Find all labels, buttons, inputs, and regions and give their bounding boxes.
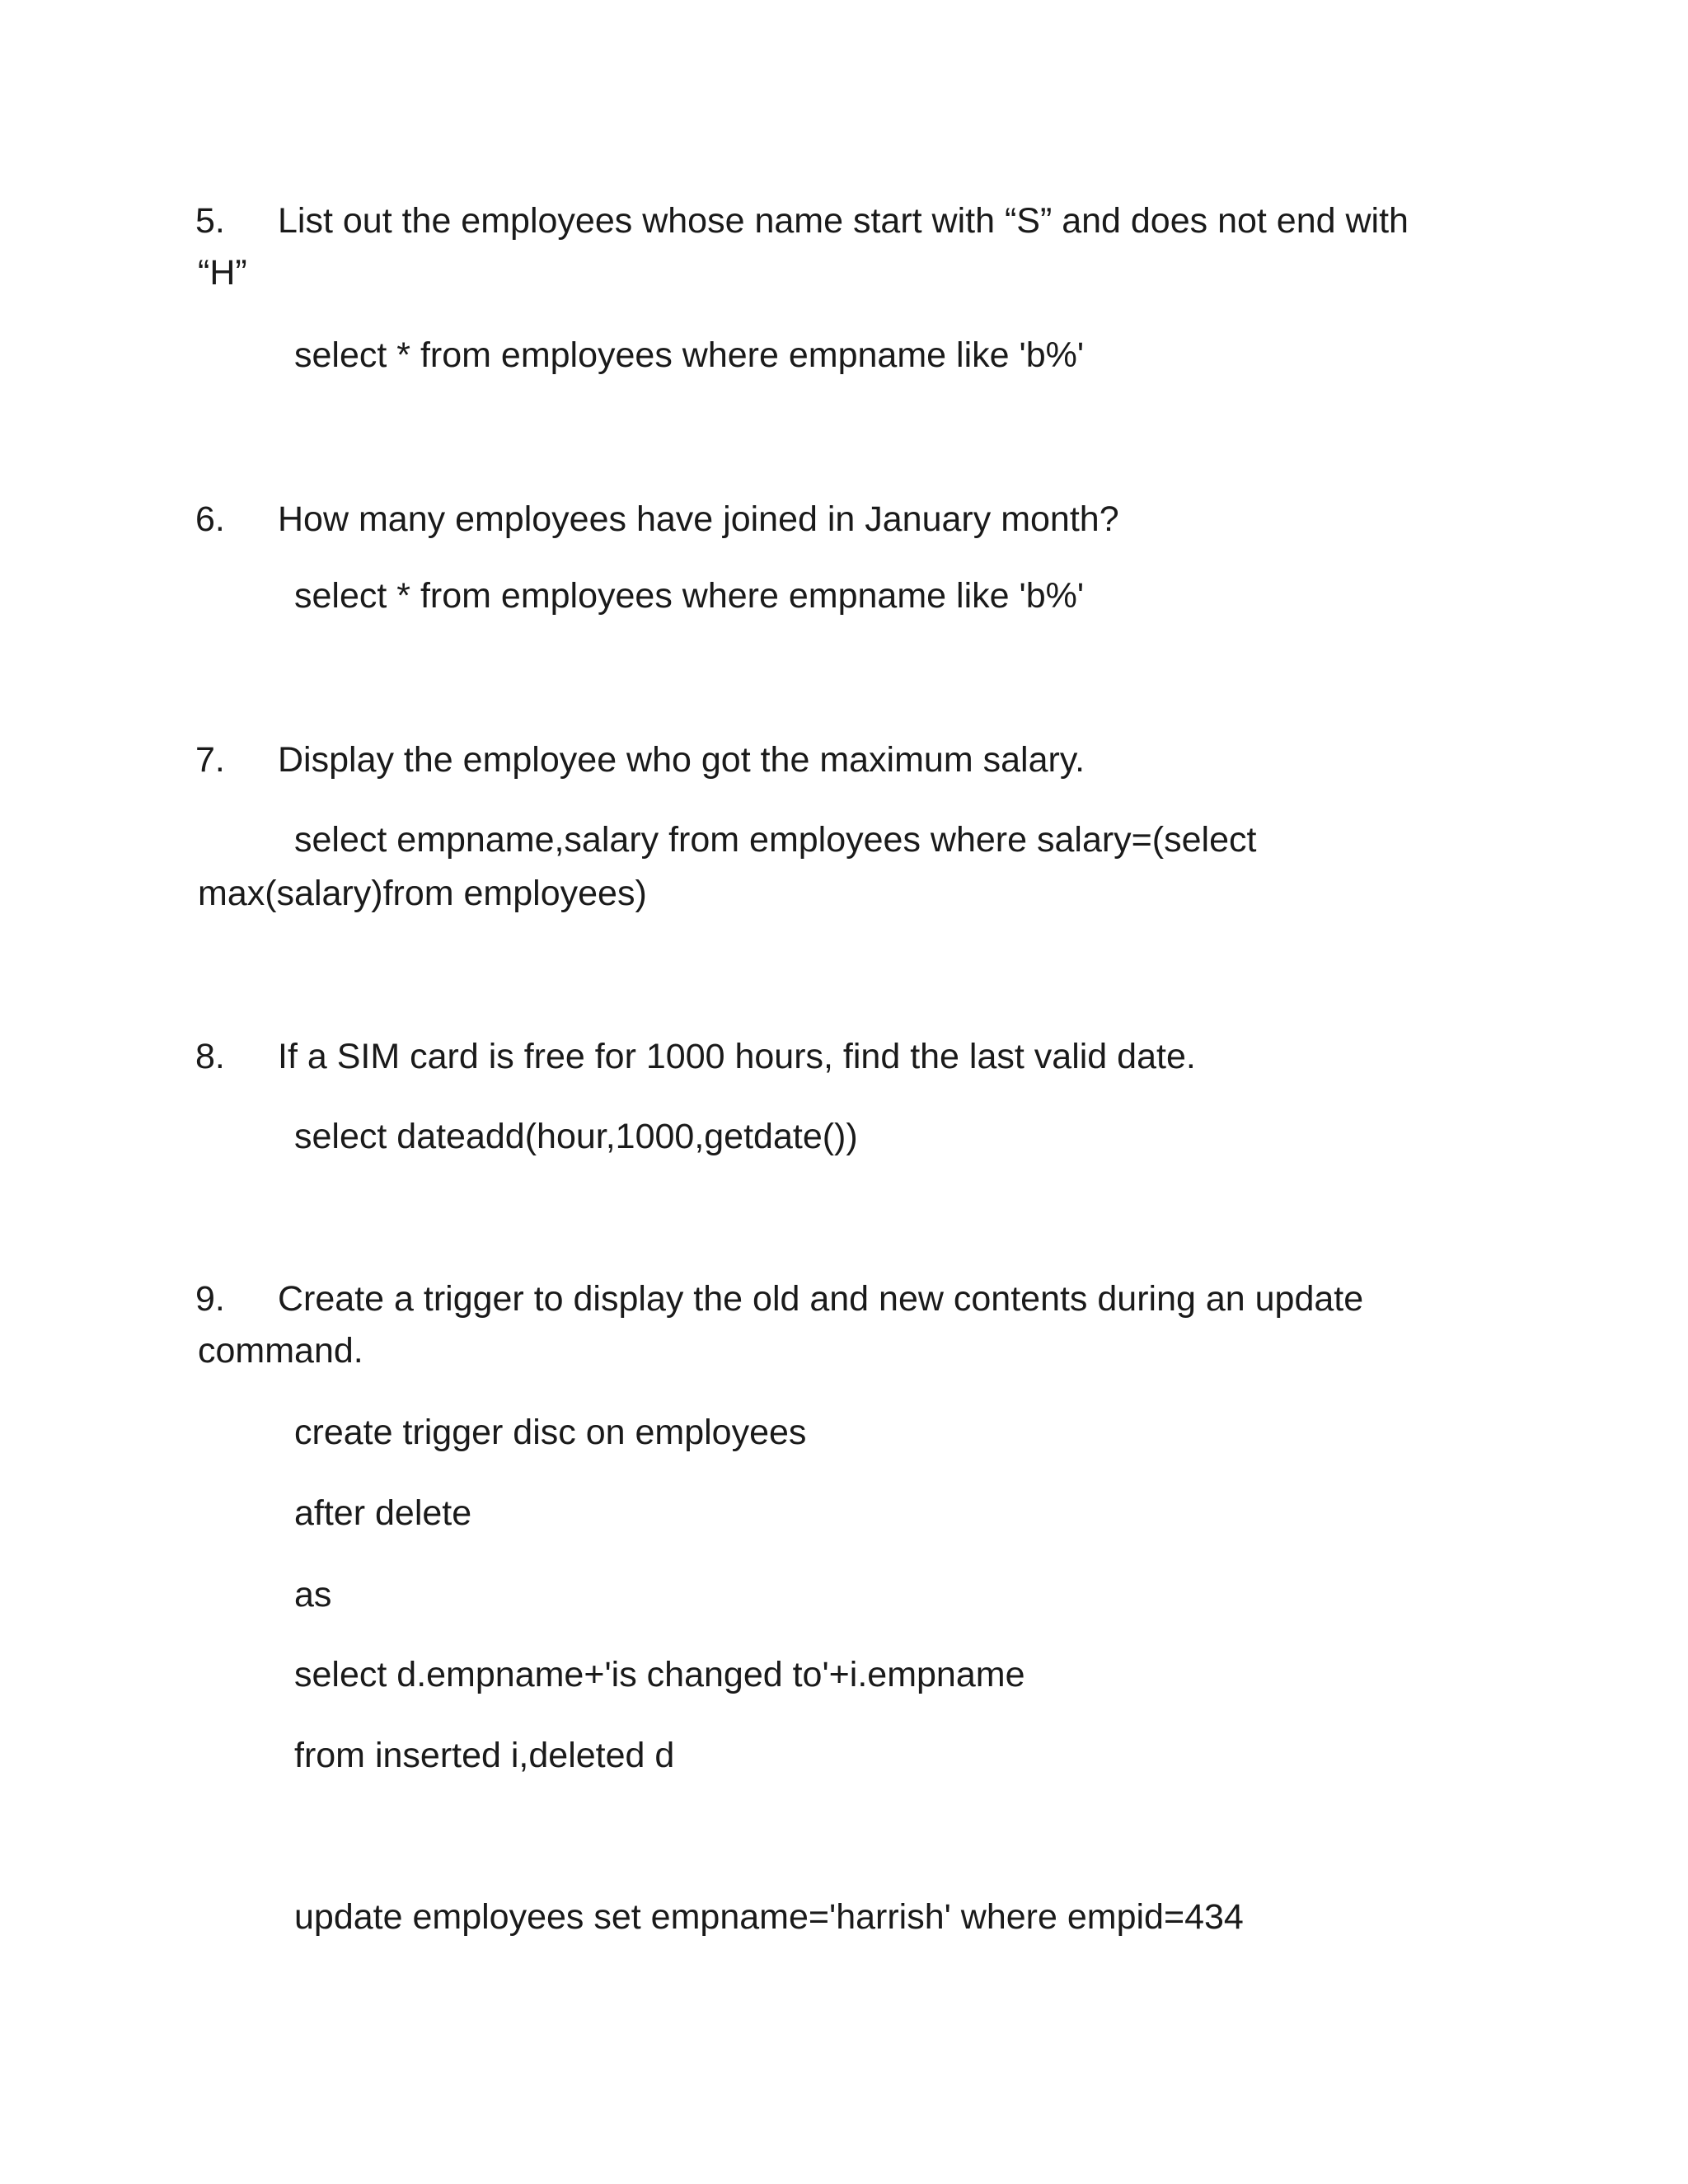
question-5-text: List out the employees whose name start with “S” and does not end with (278, 201, 1409, 241)
question-6-text: How many employees have joined in January month? (278, 499, 1119, 539)
question-6-number: 6. (195, 499, 225, 539)
question-9-text-continued: command. (198, 1331, 363, 1371)
question-8-number: 8. (195, 1037, 225, 1076)
code-line: select d.empname+'is changed to'+i.empname (294, 1655, 1025, 1694)
code-line: update employees set empname='harrish' where empid=434 (294, 1897, 1244, 1937)
code-line: create trigger disc on employees (294, 1413, 807, 1452)
question-8-answer: select dateadd(hour,1000,getdate()) (294, 1117, 858, 1156)
question-7-answer: select empname,salary from employees where salary=(select (294, 820, 1257, 860)
code-line: from inserted i,deleted d (294, 1736, 675, 1775)
question-7-answer-continued: max(salary)from employees) (198, 874, 647, 913)
question-5-text-continued: “H” (198, 253, 247, 293)
question-5-answer: select * from employees where empname like 'b%' (294, 335, 1085, 375)
question-6-answer: select * from employees where empname like 'b%' (294, 576, 1085, 616)
question-9-number: 9. (195, 1279, 225, 1319)
question-9-text: Create a trigger to display the old and new contents during an update (278, 1279, 1364, 1319)
question-8-text: If a SIM card is free for 1000 hours, find the last valid date. (278, 1037, 1196, 1076)
code-line: after delete (294, 1493, 472, 1533)
question-5-number: 5. (195, 201, 225, 241)
code-line: as (294, 1575, 332, 1615)
question-7-text: Display the employee who got the maximum salary. (278, 740, 1085, 780)
question-7-number: 7. (195, 740, 225, 780)
